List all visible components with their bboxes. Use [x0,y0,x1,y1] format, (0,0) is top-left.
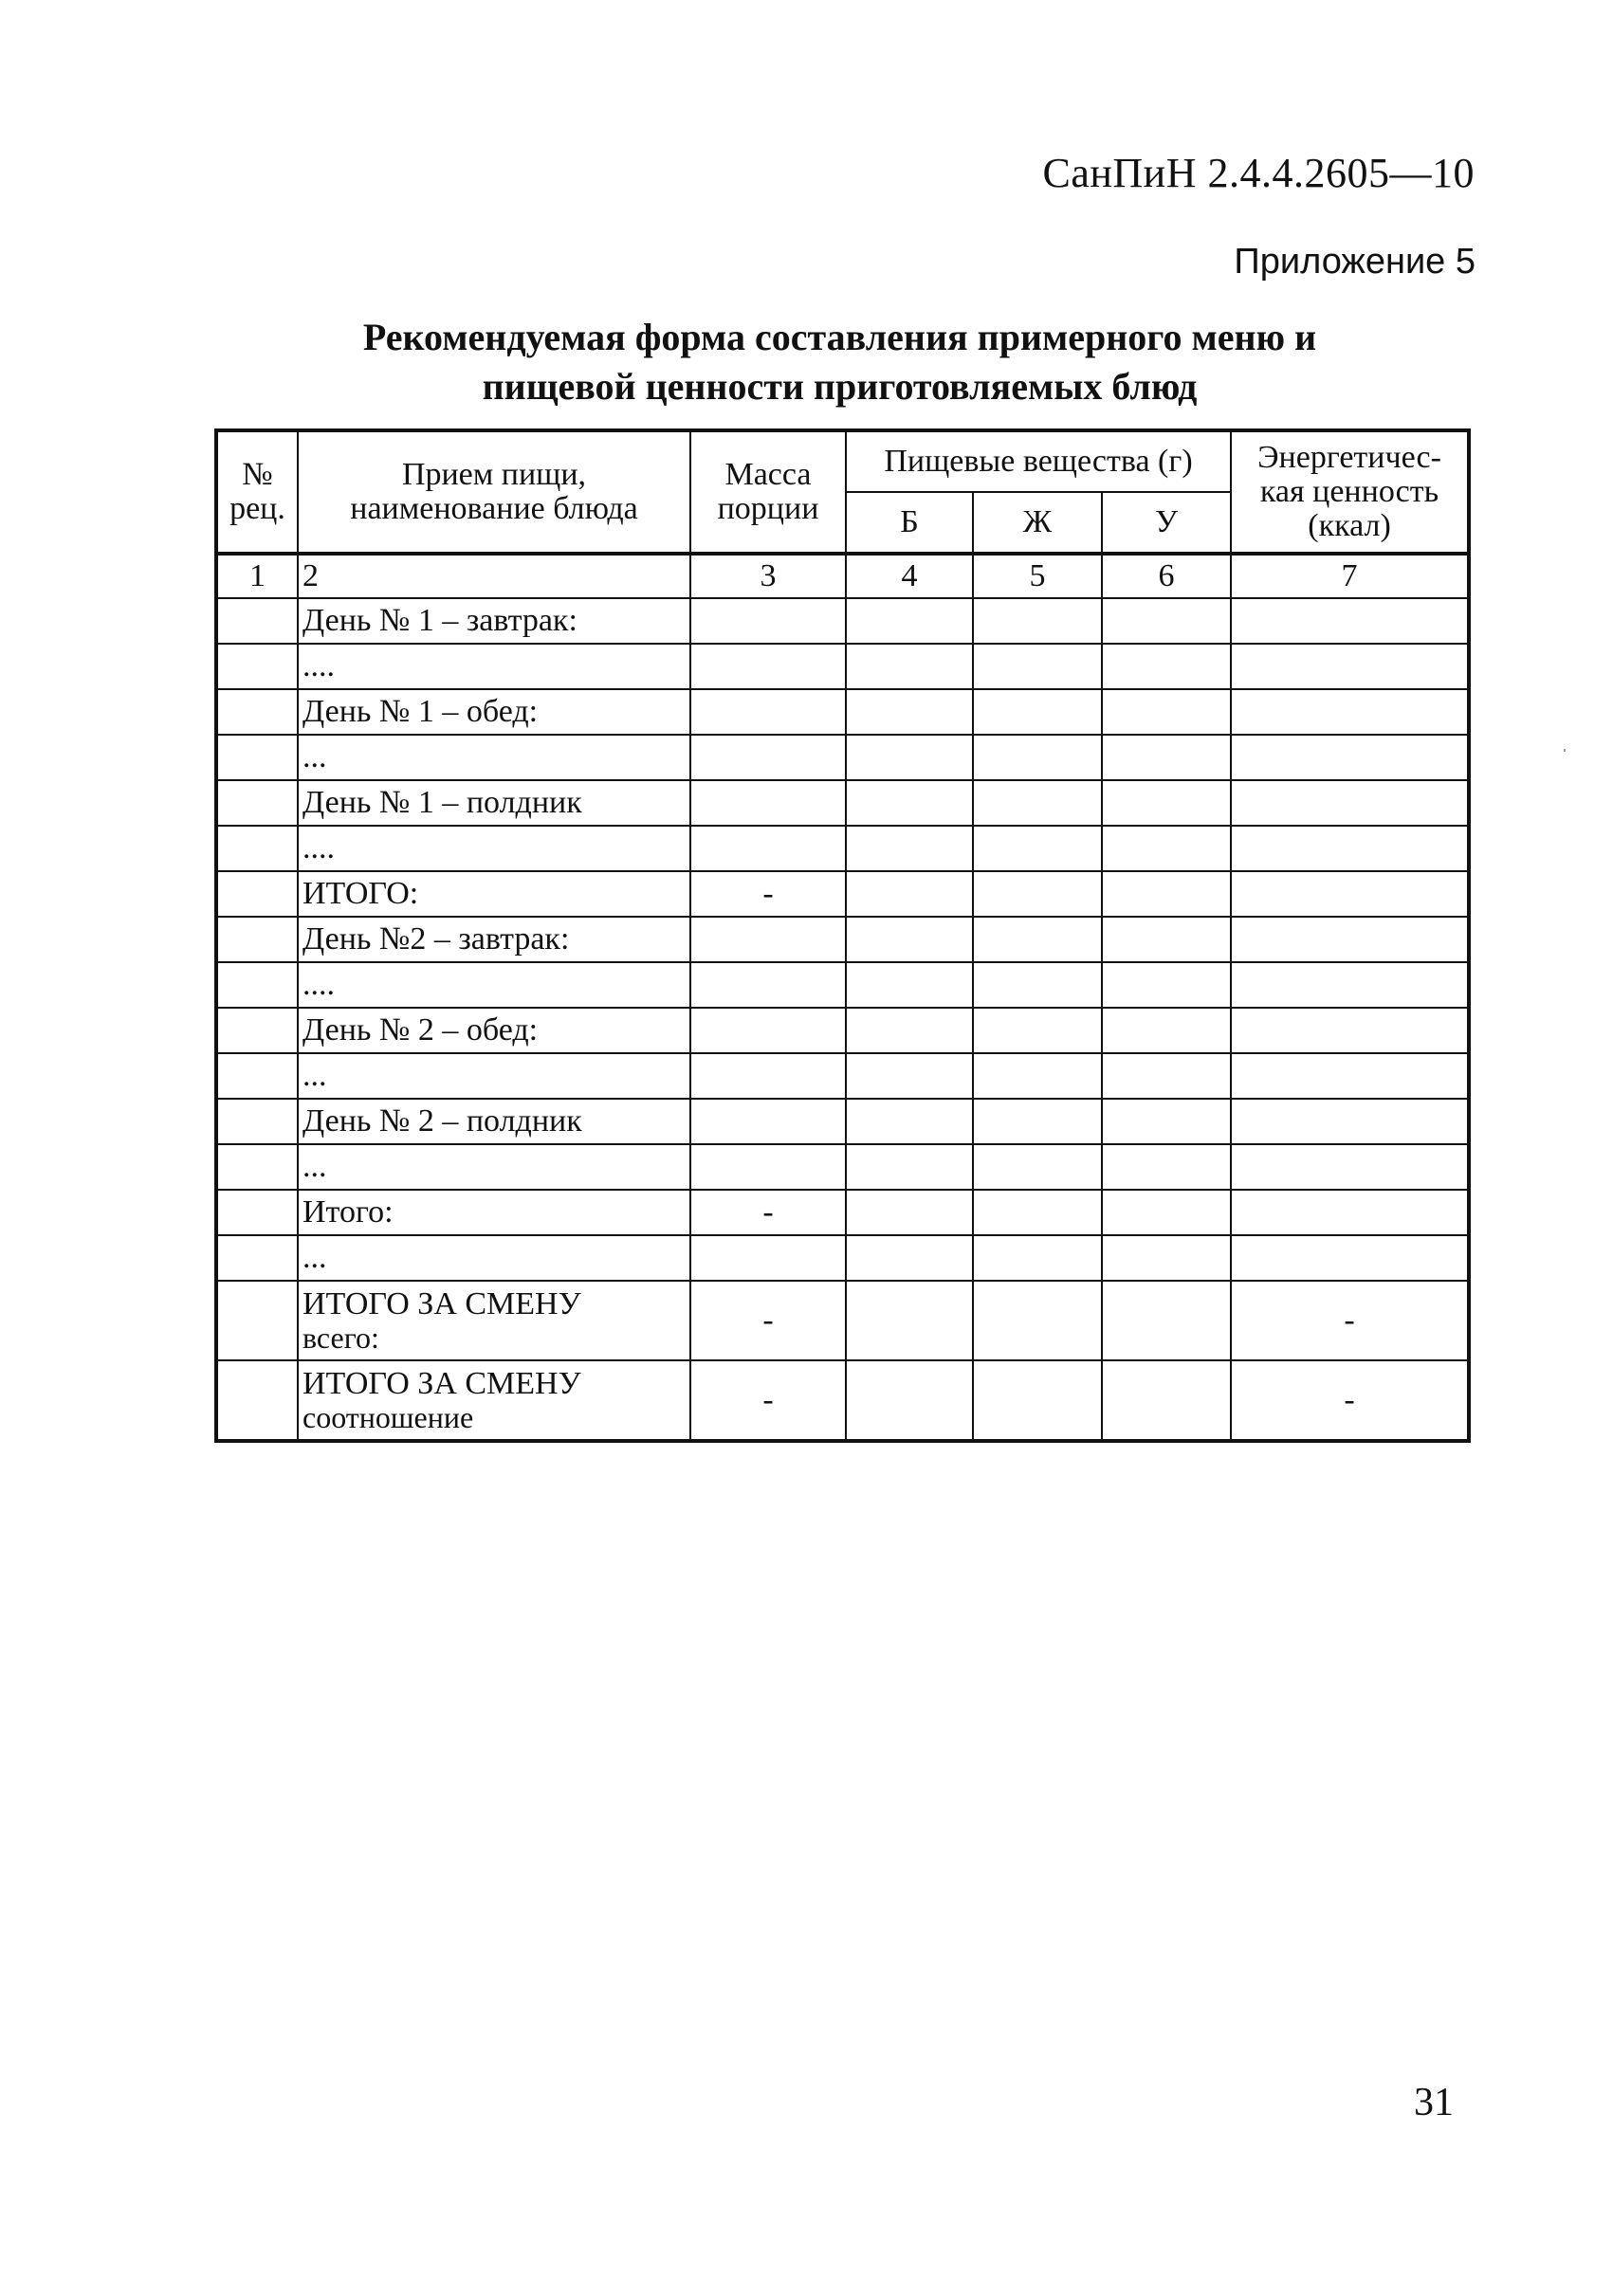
recipe-no-cell [216,917,298,962]
meal-name-cell: ... [298,1235,690,1281]
document-code: СанПиН 2.4.4.2605—10 [1042,150,1475,196]
energy-cell [1231,826,1469,871]
table-row [216,1235,1469,1281]
table-row [216,826,1469,871]
energy-cell: - [1231,1281,1469,1360]
energy-cell: - [1231,1360,1469,1441]
recipe-no-cell [216,962,298,1008]
recipe-no-cell [216,1190,298,1235]
portion-mass-cell [690,644,846,689]
recipe-no-cell [216,780,298,826]
portion-mass-cell [690,735,846,780]
header-energy-value: Энергетичес- кая ценность (ккал) [1231,430,1469,554]
protein-cell [846,598,973,644]
recipe-no-cell [216,1144,298,1190]
portion-mass-cell [690,1008,846,1053]
title-line-1: Рекомендуемая форма составления примерного меню и [362,316,1317,358]
energy-cell [1231,735,1469,780]
totals-row [216,1360,1469,1441]
meal-name-cell: ИТОГО: [298,871,690,917]
table-row [216,1144,1469,1190]
appendix-label: Приложение 5 [1234,242,1476,282]
fat-cell [973,1360,1102,1441]
header-recipe-no: № рец. [216,430,298,554]
column-number: 7 [1231,554,1469,598]
protein-cell [846,780,973,826]
energy-cell [1231,598,1469,644]
energy-cell [1231,1144,1469,1190]
totals-label: ИТОГО ЗА СМЕНУ [302,1366,581,1401]
header-portion-mass: Масса порции [690,430,846,554]
protein-cell [846,1235,973,1281]
recipe-no-cell [216,1008,298,1053]
menu-table [214,428,1471,1443]
header-row-1 [216,430,1469,492]
fat-cell [973,962,1102,1008]
page-number: 31 [1414,2081,1454,2124]
table-row [216,689,1469,735]
carbs-cell [1102,644,1231,689]
header-protein: Б [846,492,973,554]
portion-mass-cell [690,689,846,735]
portion-mass-cell [690,598,846,644]
portion-mass-cell: - [690,1190,846,1235]
protein-cell [846,1008,973,1053]
carbs-cell [1102,1008,1231,1053]
carbs-cell [1102,962,1231,1008]
protein-cell [846,1144,973,1190]
portion-mass-cell [690,1099,846,1144]
protein-cell [846,689,973,735]
meal-name-cell: День № 2 – обед: [298,1008,690,1053]
meal-name-cell: День № 1 – завтрак: [298,598,690,644]
carbs-cell [1102,1281,1231,1360]
carbs-cell [1102,826,1231,871]
carbs-cell [1102,689,1231,735]
column-number: 6 [1102,554,1231,598]
fat-cell [973,1053,1102,1099]
fat-cell [973,598,1102,644]
protein-cell [846,735,973,780]
recipe-no-cell [216,1235,298,1281]
recipe-no-cell [216,1053,298,1099]
portion-mass-cell [690,1235,846,1281]
protein-cell [846,1099,973,1144]
column-number: 3 [690,554,846,598]
carbs-cell [1102,1360,1231,1441]
table-row [216,1190,1469,1235]
column-number: 4 [846,554,973,598]
fat-cell [973,871,1102,917]
header-fat: Ж [973,492,1102,554]
protein-cell [846,826,973,871]
recipe-no-cell [216,735,298,780]
portion-mass-cell [690,1144,846,1190]
fat-cell [973,917,1102,962]
carbs-cell [1102,735,1231,780]
title-line-2: пищевой ценности приготовляемых блюд [482,365,1198,408]
recipe-no-cell [216,871,298,917]
carbs-cell [1102,1053,1231,1099]
portion-mass-cell [690,780,846,826]
column-number: 5 [973,554,1102,598]
header-nutrients: Пищевые вещества (г) [846,430,1231,492]
table-row [216,735,1469,780]
column-number: 1 [216,554,298,598]
protein-cell [846,962,973,1008]
meal-name-cell: .... [298,962,690,1008]
meal-name-cell [298,1360,690,1441]
fat-cell [973,1190,1102,1235]
recipe-no-cell [216,1281,298,1360]
portion-mass-cell [690,917,846,962]
meal-name-cell: Итого: [298,1190,690,1235]
carbs-cell [1102,598,1231,644]
meal-name-cell: День №2 – завтрак: [298,917,690,962]
carbs-cell [1102,780,1231,826]
table-row [216,1099,1469,1144]
energy-cell [1231,689,1469,735]
energy-cell [1231,1099,1469,1144]
meal-name-cell: .... [298,644,690,689]
fat-cell [973,644,1102,689]
scan-speck [1564,749,1566,752]
fat-cell [973,735,1102,780]
table-row [216,1053,1469,1099]
meal-name-cell: День № 1 – обед: [298,689,690,735]
table-row [216,962,1469,1008]
totals-label: ИТОГО ЗА СМЕНУ [302,1286,581,1321]
fat-cell [973,1281,1102,1360]
protein-cell [846,917,973,962]
protein-cell [846,871,973,917]
portion-mass-cell [690,1053,846,1099]
fat-cell [973,826,1102,871]
meal-name-cell: .... [298,826,690,871]
protein-cell [846,644,973,689]
carbs-cell [1102,1099,1231,1144]
fat-cell [973,1099,1102,1144]
carbs-cell [1102,1144,1231,1190]
meal-name-cell: ... [298,735,690,780]
meal-name-cell [298,1281,690,1360]
carbs-cell [1102,1190,1231,1235]
header-meal-name: Прием пищи, наименование блюда [298,430,690,554]
totals-row [216,1281,1469,1360]
recipe-no-cell [216,689,298,735]
column-number-row [216,554,1469,598]
fat-cell [973,1235,1102,1281]
recipe-no-cell [216,826,298,871]
fat-cell [973,1008,1102,1053]
portion-mass-cell: - [690,1360,846,1441]
totals-sublabel: соотношение [302,1400,474,1434]
meal-name-cell: ... [298,1053,690,1099]
table-body [216,554,1469,1441]
column-number: 2 [298,554,690,598]
carbs-cell [1102,871,1231,917]
table-row [216,598,1469,644]
table-row [216,780,1469,826]
protein-cell [846,1190,973,1235]
table-row [216,917,1469,962]
protein-cell [846,1053,973,1099]
recipe-no-cell [216,1099,298,1144]
table-row [216,1008,1469,1053]
carbs-cell [1102,917,1231,962]
energy-cell [1231,644,1469,689]
recipe-no-cell [216,1360,298,1441]
protein-cell [846,1281,973,1360]
meal-name-cell: ... [298,1144,690,1190]
totals-sublabel: всего: [302,1321,379,1355]
energy-cell [1231,1235,1469,1281]
fat-cell [973,780,1102,826]
portion-mass-cell [690,826,846,871]
protein-cell [846,1360,973,1441]
portion-mass-cell [690,962,846,1008]
table-row [216,644,1469,689]
energy-cell [1231,1053,1469,1099]
energy-cell [1231,1190,1469,1235]
recipe-no-cell [216,644,298,689]
energy-cell [1231,871,1469,917]
meal-name-cell: День № 1 – полдник [298,780,690,826]
header-carbs: У [1102,492,1231,554]
energy-cell [1231,1008,1469,1053]
energy-cell [1231,962,1469,1008]
portion-mass-cell: - [690,1281,846,1360]
table-row [216,871,1469,917]
recipe-no-cell [216,598,298,644]
document-title [237,313,1442,411]
energy-cell [1231,917,1469,962]
fat-cell [973,1144,1102,1190]
portion-mass-cell: - [690,871,846,917]
energy-cell [1231,780,1469,826]
carbs-cell [1102,1235,1231,1281]
meal-name-cell: День № 2 – полдник [298,1099,690,1144]
fat-cell [973,689,1102,735]
